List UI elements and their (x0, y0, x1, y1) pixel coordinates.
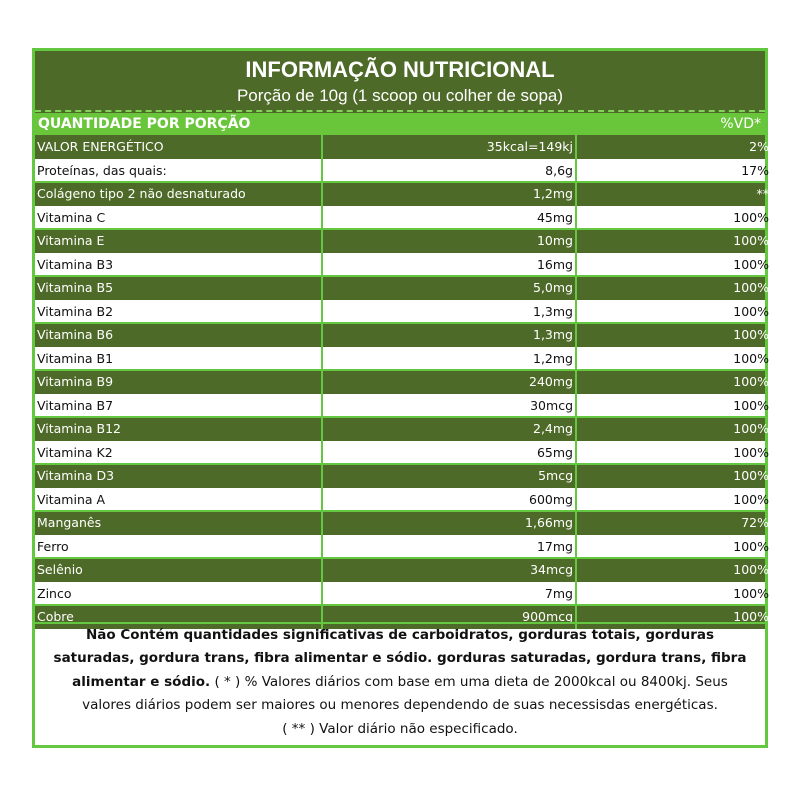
column-divider (321, 182, 323, 206)
column-divider (575, 464, 577, 488)
nutrient-daily-value: ** (756, 186, 769, 201)
column-divider (575, 182, 577, 206)
nutrient-amount: 1,2mg (533, 186, 573, 201)
row-divider (35, 228, 765, 230)
table-row (35, 535, 769, 559)
nutrient-name: Zinco (37, 585, 72, 601)
nutrient-daily-value: 100% (733, 397, 769, 413)
column-divider (321, 488, 323, 512)
serving-size: Porção de 10g (1 scoop ou colher de sopa) (236, 86, 564, 105)
nutrient-amount: 16mg (536, 256, 573, 272)
nutrient-amount: 5mcg (538, 468, 573, 483)
table-row (35, 582, 769, 606)
nutrient-amount: 10mg (536, 233, 573, 248)
row-divider (35, 604, 765, 606)
nutrient-amount: 45mg (536, 209, 573, 225)
nutrient-name: Proteínas, das quais: (37, 162, 167, 178)
nutrient-daily-value: 100% (733, 421, 769, 436)
nutrient-daily-value: 100% (733, 209, 769, 225)
footnote (35, 622, 765, 745)
nutrient-name: Vitamina B3 (37, 256, 114, 272)
row-divider (35, 416, 765, 418)
nutrient-name: Vitamina B9 (37, 374, 114, 389)
column-divider (321, 253, 323, 277)
column-divider (575, 441, 577, 465)
column-divider (321, 347, 323, 371)
nutrient-amount: 1,2mg (533, 350, 573, 366)
table-row (35, 417, 769, 441)
row-divider (35, 275, 765, 277)
nutrient-amount: 1,3mg (533, 303, 573, 319)
table-row (35, 135, 769, 159)
nutrient-amount: 7mg (544, 585, 573, 601)
column-divider (575, 159, 577, 183)
nutrient-name: Vitamina B5 (37, 280, 114, 295)
table-row (35, 370, 769, 394)
nutrient-daily-value: 2% (749, 139, 769, 154)
column-divider (575, 323, 577, 347)
nutrient-name: Vitamina A (37, 491, 106, 507)
nutrient-daily-value: 100% (733, 280, 769, 295)
column-divider (321, 582, 323, 606)
table-row (35, 394, 769, 418)
nutrient-daily-value: 100% (733, 303, 769, 319)
column-divider (321, 394, 323, 418)
table-row (35, 441, 769, 465)
footnote-line-3: alimentar e sódio. ( * ) % Valores diários com base em uma dieta de 2000kcal ou 8400kj. Seus (72, 673, 728, 690)
nutrient-daily-value: 100% (733, 327, 769, 342)
column-divider (575, 558, 577, 582)
nutrient-daily-value: 100% (733, 444, 769, 460)
nutrient-name: Vitamina E (37, 233, 105, 248)
nutrient-daily-value: 100% (733, 350, 769, 366)
table-row (35, 182, 769, 206)
nutrient-daily-value: 100% (733, 233, 769, 248)
nutrient-name: Vitamina B12 (37, 421, 121, 436)
nutrient-name: Selênio (37, 562, 83, 577)
table-row (35, 511, 769, 535)
nutrient-daily-value: 72% (741, 515, 769, 530)
nutrient-amount: 8,6g (545, 162, 573, 178)
row-divider (35, 463, 765, 465)
column-divider (575, 417, 577, 441)
column-divider (321, 229, 323, 253)
column-divider (575, 582, 577, 606)
nutrient-amount: 1,3mg (533, 327, 573, 342)
quantity-per-serving-label: QUANTIDADE POR PORÇÃO (38, 116, 251, 132)
nutrient-amount: 65mg (536, 444, 573, 460)
nutrient-name: VALOR ENERGÉTICO (37, 139, 164, 154)
nutrient-amount: 1,66mg (525, 515, 573, 530)
footnote-line-5: ( ** ) Valor diário não especificado. (282, 720, 518, 737)
nutrient-amount: 600mg (529, 491, 573, 507)
nutrient-amount: 2,4mg (533, 421, 573, 436)
column-divider (321, 511, 323, 535)
table-row (35, 558, 769, 582)
column-divider (575, 511, 577, 535)
nutrient-name: Vitamina B1 (37, 350, 114, 366)
column-divider (321, 558, 323, 582)
footnote-line-4: valores diários podem ser maiores ou menores dependendo de suas necessisdas energéticas. (82, 697, 718, 714)
table-row (35, 206, 769, 230)
column-divider (575, 535, 577, 559)
column-divider (321, 417, 323, 441)
column-divider (575, 229, 577, 253)
nutrient-name: Vitamina B2 (37, 303, 114, 319)
column-divider (321, 276, 323, 300)
table-row (35, 464, 769, 488)
row-divider (35, 510, 765, 512)
column-divider (575, 394, 577, 418)
table-row (35, 229, 769, 253)
nutrient-amount: 240mg (529, 374, 573, 389)
column-divider (321, 206, 323, 230)
column-divider (321, 464, 323, 488)
table-row (35, 276, 769, 300)
table-row (35, 347, 769, 371)
nutrient-name: Vitamina K2 (37, 444, 113, 460)
nutrient-amount: 17mg (536, 538, 573, 554)
column-divider (321, 159, 323, 183)
table-header (35, 51, 765, 113)
nutrient-daily-value: 100% (733, 585, 769, 601)
footnote-line-2: saturadas, gordura trans, fibra alimentar e sódio. gorduras saturadas, gordura trans, fibra (53, 650, 747, 667)
table-row (35, 488, 769, 512)
nutrient-name: Vitamina D3 (37, 468, 115, 483)
column-divider (575, 135, 577, 159)
table-row (35, 159, 769, 183)
column-divider (575, 253, 577, 277)
column-divider (321, 370, 323, 394)
nutrient-name: Vitamina B7 (37, 397, 114, 413)
nutrient-name: Cobre (37, 609, 74, 624)
table-title: INFORMAÇÃO NUTRICIONAL (245, 57, 555, 82)
nutrient-name: Ferro (37, 538, 69, 554)
nutrient-daily-value: 100% (733, 609, 769, 624)
column-divider (575, 347, 577, 371)
nutrient-amount: 900mcg (522, 609, 573, 624)
nutrient-daily-value: 100% (733, 256, 769, 272)
daily-value-label: %VD* (720, 116, 761, 132)
nutrition-facts-panel (32, 48, 768, 748)
column-divider (575, 206, 577, 230)
header-dashed-divider (35, 110, 765, 112)
nutrient-daily-value: 17% (741, 162, 769, 178)
nutrient-name: Manganês (37, 515, 102, 530)
nutrient-amount: 35kcal=149kj (486, 139, 573, 154)
nutrient-daily-value: 100% (733, 374, 769, 389)
table-row (35, 253, 769, 277)
nutrient-daily-value: 100% (733, 538, 769, 554)
column-divider (321, 441, 323, 465)
nutrient-daily-value: 100% (733, 491, 769, 507)
nutrient-daily-value: 100% (733, 562, 769, 577)
row-divider (35, 322, 765, 324)
column-divider (321, 535, 323, 559)
table-row (35, 323, 769, 347)
nutrient-amount: 30mcg (530, 397, 573, 413)
row-divider (35, 557, 765, 559)
nutrient-name: Vitamina B6 (37, 327, 114, 342)
column-divider (575, 370, 577, 394)
column-divider (321, 323, 323, 347)
column-divider (321, 300, 323, 324)
column-divider (321, 135, 323, 159)
column-divider (575, 488, 577, 512)
footnote-line-1: Não Contém quantidades significativas de carboidratos, gorduras totais, gorduras (85, 627, 715, 643)
nutrient-amount: 5,0mg (533, 280, 573, 295)
nutrient-name: Colágeno tipo 2 não desnaturado (37, 186, 246, 201)
nutrient-daily-value: 100% (733, 468, 769, 483)
table-row (35, 300, 769, 324)
nutrient-name: Vitamina C (37, 209, 106, 225)
column-header-bar (35, 113, 765, 135)
nutrient-rows (35, 135, 769, 629)
row-divider (35, 369, 765, 371)
column-divider (575, 300, 577, 324)
nutrient-amount: 34mcg (530, 562, 573, 577)
row-divider (35, 181, 765, 183)
column-divider (575, 276, 577, 300)
